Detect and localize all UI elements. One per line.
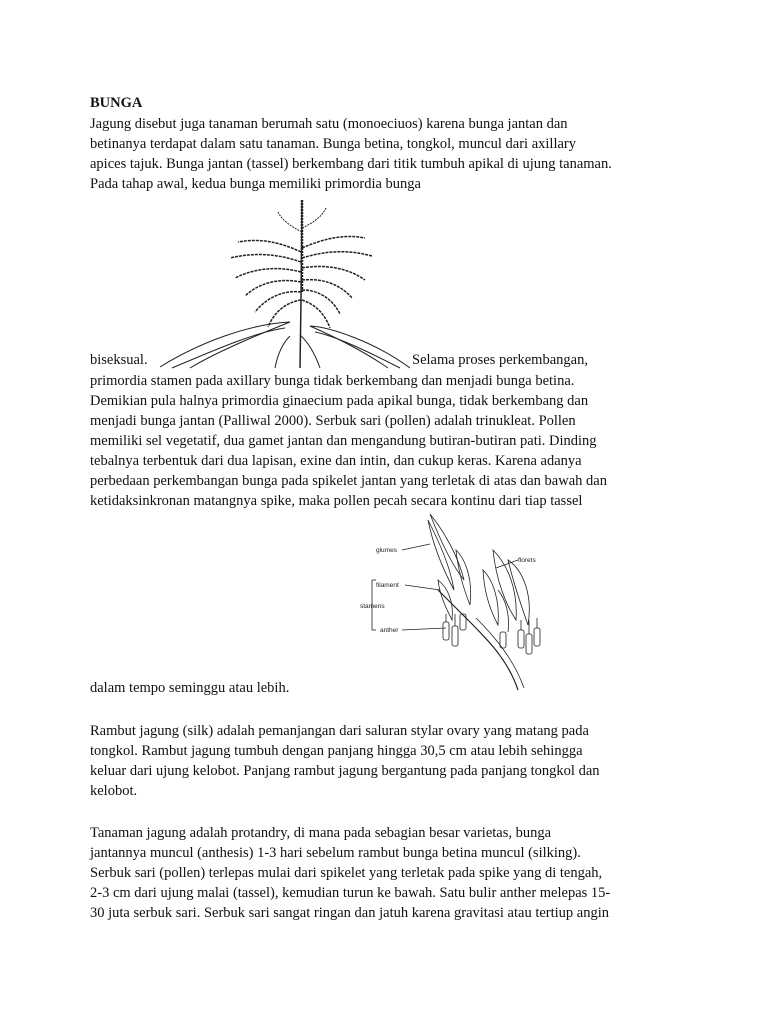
paragraph-1-line-2: betinanya terdapat dalam satu tanaman. Bunga betina, tongkol, muncul dari axillary: [90, 136, 576, 152]
stamens-label: stamens: [360, 603, 385, 610]
figure-1-right-text: Selama proses perkembangan,: [412, 352, 588, 368]
paragraph-3-line-2: tongkol. Rambut jagung tumbuh dengan panjang hingga 30,5 cm atau lebih sehingga: [90, 743, 583, 759]
section-heading: BUNGA: [90, 95, 143, 111]
anther-label: anther: [380, 627, 399, 634]
corn-tassel-illustration: [160, 192, 410, 370]
paragraph-1-line-4: Pada tahap awal, kedua bunga memiliki primordia bunga: [90, 176, 421, 192]
paragraph-4-line-3: Serbuk sari (pollen) terlepas mulai dari spikelet yang terletak pada spike yang di tengah,: [90, 865, 603, 881]
paragraph-2-line-1: primordia stamen pada axillary bunga tidak berkembang dan menjadi bunga betina.: [90, 373, 575, 389]
paragraph-2-line-7: ketidaksinkronan matangnya spike, maka pollen pecah secara kontinu dari tiap tassel: [90, 493, 583, 509]
paragraph-4-line-2: jantannya muncul (anthesis) 1-3 hari sebelum rambut bunga betina muncul (silking).: [90, 845, 581, 861]
glumes-label: glumes: [376, 547, 397, 554]
paragraph-2-line-4: memiliki sel vegetatif, dua gamet jantan dan mengandung butiran-butiran pati. Dinding: [90, 433, 597, 449]
paragraph-2-line-5: tebalnya terbentuk dari dua lapisan, exine dan intin, dan cukup keras. Karena adanya: [90, 453, 582, 469]
paragraph-4-line-1: Tanaman jagung adalah protandry, di mana pada sebagian besar varietas, bunga: [90, 825, 552, 841]
spikelet-diagram: [360, 510, 558, 692]
paragraph-1-line-3: apices tajuk. Bunga jantan (tassel) berkembang dari titik tumbuh apikal di ujung tanaman.: [90, 156, 612, 172]
figure-1-left-text: biseksual.: [90, 352, 148, 368]
paragraph-2-line-6: perbedaan perkembangan bunga pada spikelet jantan yang terletak di atas dan bawah dan: [90, 473, 607, 489]
paragraph-3-line-1: Rambut jagung (silk) adalah pemanjangan dari saluran stylar ovary yang matang pada: [90, 723, 589, 739]
paragraph-2-line-3: menjadi bunga jantan (Palliwal 2000). Serbuk sari (pollen) adalah trinukleat. Pollen: [90, 413, 576, 429]
filament-label: filament: [376, 582, 399, 589]
paragraph-1-line-1: Jagung disebut juga tanaman berumah satu (monoeciuos) karena bunga jantan dan: [90, 116, 568, 132]
paragraph-2-line-2: Demikian pula halnya primordia ginaecium pada apikal bunga, tidak berkembang dan: [90, 393, 589, 409]
paragraph-3-line-3: keluar dari ujung kelobot. Panjang rambut jagung bergantung pada panjang tongkol dan: [90, 763, 600, 779]
after-figure-2-text: dalam tempo seminggu atau lebih.: [90, 680, 290, 696]
paragraph-4-line-5: 30 juta serbuk sari. Serbuk sari sangat ringan dan jatuh karena gravitasi atau tertiup angin: [90, 905, 610, 921]
paragraph-3-line-4: kelobot.: [90, 783, 138, 799]
florets-label: florets: [518, 557, 536, 564]
paragraph-4-line-4: 2-3 cm dari ujung malai (tassel), kemudian turun ke bawah. Satu bulir anther melepas 15-: [90, 885, 611, 901]
